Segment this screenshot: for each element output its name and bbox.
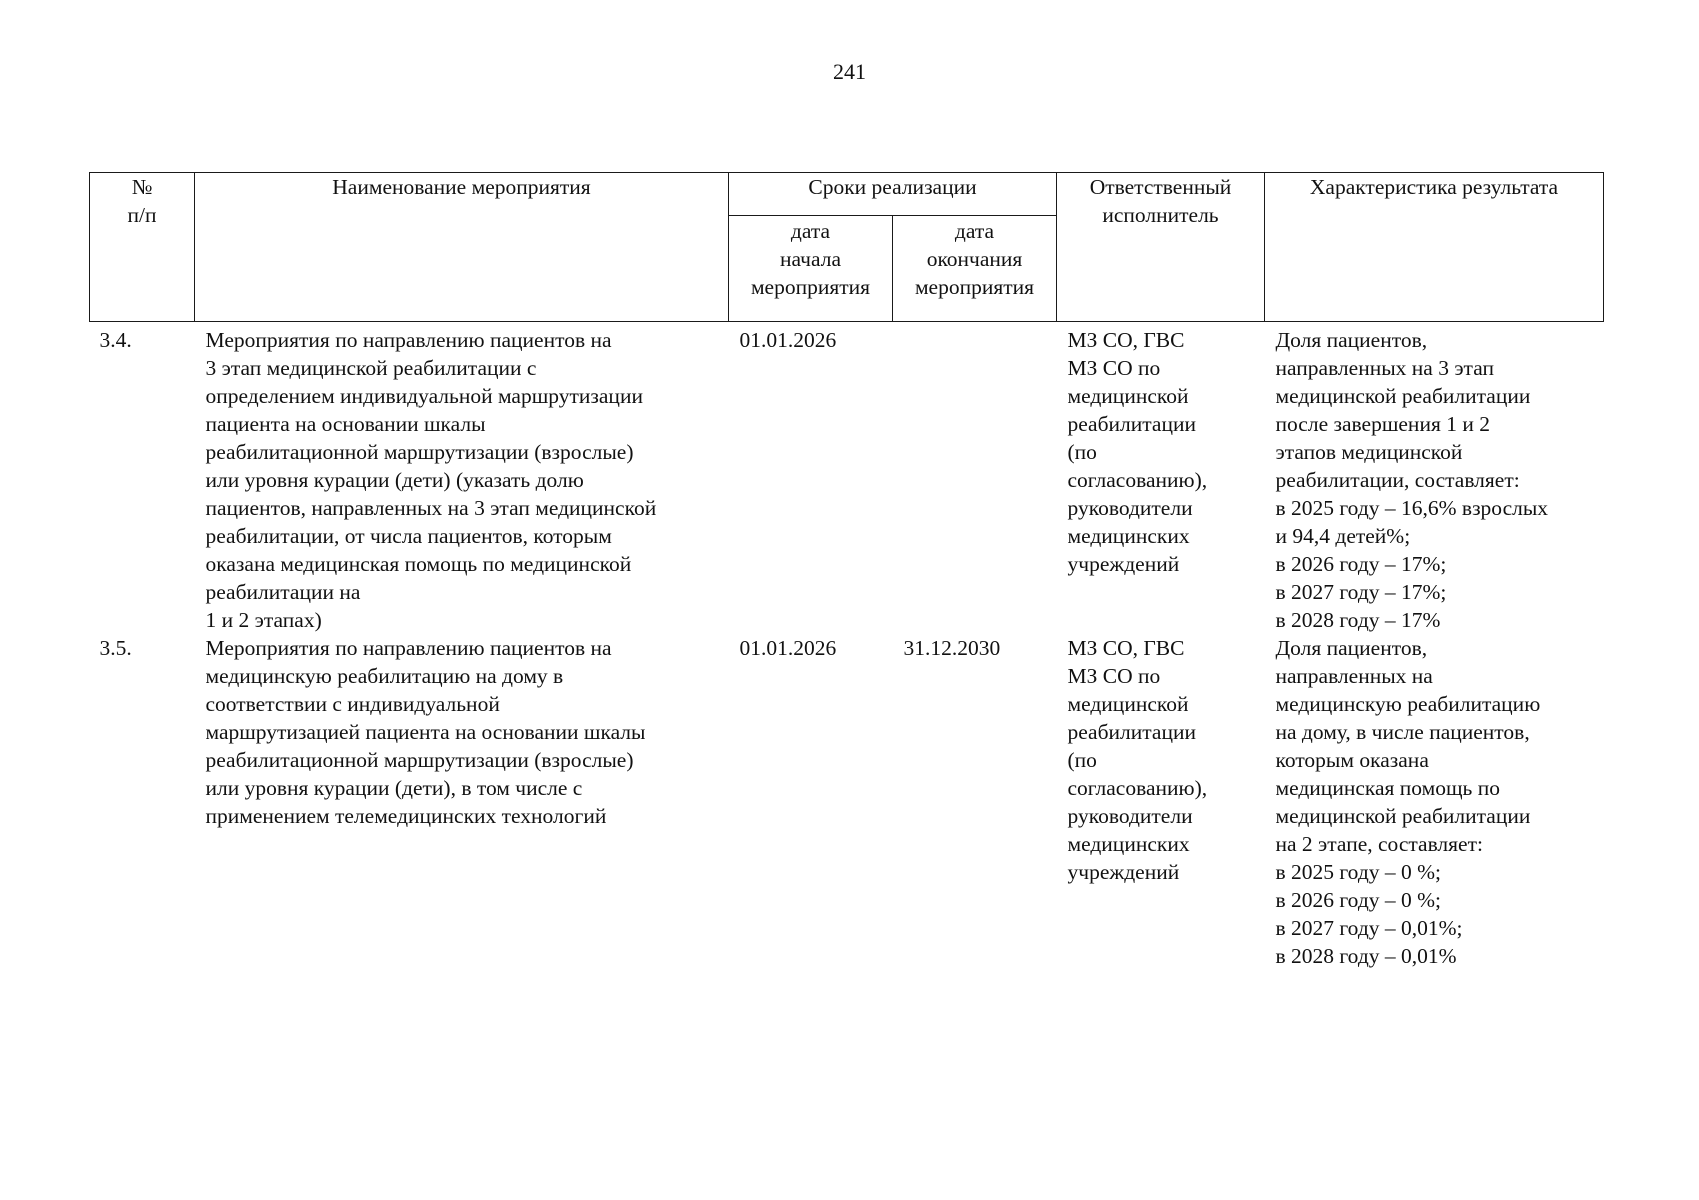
text-line: в 2028 году – 17% xyxy=(1275,608,1441,632)
text-line: медицинских xyxy=(1067,524,1190,548)
text-line: медицинскую реабилитацию xyxy=(1275,692,1541,716)
activities-table xyxy=(89,172,1604,970)
end-date xyxy=(893,322,1057,635)
text-line: реабилитации, составляет: xyxy=(1275,468,1520,492)
text-line: реабилитации xyxy=(1067,720,1196,744)
header-deadlines: Сроки реализации xyxy=(729,173,1057,216)
text-line: медицинских xyxy=(1067,832,1190,856)
table-row xyxy=(90,634,1604,970)
responsible xyxy=(1057,322,1265,635)
header-end-date xyxy=(893,216,1057,322)
header-result: Характеристика результата xyxy=(1265,173,1604,322)
text-line: мероприятия xyxy=(914,275,1035,299)
text-line: соответствии с индивидуальной xyxy=(205,692,500,716)
text-line: реабилитации на xyxy=(205,580,361,604)
text-line: медицинская помощь по xyxy=(1275,776,1500,800)
header-responsible xyxy=(1057,173,1265,322)
text-line: реабилитационной маршрутизации (взрослые) xyxy=(205,748,634,772)
text-line: на 2 этапе, составляет: xyxy=(1275,832,1483,856)
text-line: в 2025 году – 0 %; xyxy=(1275,860,1442,884)
text-line: МЗ СО, ГВС xyxy=(1067,328,1185,352)
text-line: направленных на xyxy=(1275,664,1433,688)
text-line: мероприятия xyxy=(750,275,871,299)
header-activity-name: Наименование мероприятия xyxy=(195,173,729,322)
text-line: (по xyxy=(1067,440,1097,464)
activity-name xyxy=(195,634,729,970)
text-line: определением индивидуальной маршрутизации xyxy=(205,384,643,408)
text-line: после завершения 1 и 2 xyxy=(1275,412,1490,436)
text-line: учреждений xyxy=(1067,860,1180,884)
text-line: 1 и 2 этапах) xyxy=(205,608,322,632)
text-line: МЗ СО, ГВС xyxy=(1067,636,1185,660)
text-line: в 2026 году – 0 %; xyxy=(1275,888,1442,912)
table-body xyxy=(90,322,1604,971)
text-line: Ответственный xyxy=(1089,175,1232,199)
text-line: этапов медицинской xyxy=(1275,440,1463,464)
result-description xyxy=(1265,634,1604,970)
text-line: медицинской xyxy=(1067,692,1189,716)
text-line: МЗ СО по xyxy=(1067,356,1161,380)
header-number xyxy=(90,173,195,322)
text-line: 3 этап медицинской реабилитации с xyxy=(205,356,537,380)
row-number: 3.4. xyxy=(99,328,132,352)
text-line: дата xyxy=(954,219,995,243)
text-line: направленных на 3 этап xyxy=(1275,356,1494,380)
text-line: начала xyxy=(779,247,841,271)
start-date: 01.01.2026 xyxy=(739,636,837,660)
text-line: которым оказана xyxy=(1275,748,1429,772)
text-line: реабилитации, от числа пациентов, которым xyxy=(205,524,612,548)
text-line: Мероприятия по направлению пациентов на xyxy=(205,328,612,352)
text-line: Доля пациентов, xyxy=(1275,328,1428,352)
text-line: руководители xyxy=(1067,496,1193,520)
text-line: п/п xyxy=(127,203,157,227)
text-line: дата xyxy=(790,219,831,243)
text-line: пациента на основании шкалы xyxy=(205,412,486,436)
text-line: реабилитации xyxy=(1067,412,1196,436)
text-line: реабилитационной маршрутизации (взрослые) xyxy=(205,440,634,464)
start-date: 01.01.2026 xyxy=(739,328,837,352)
text-line: и 94,4 детей%; xyxy=(1275,524,1411,548)
text-line: в 2027 году – 0,01%; xyxy=(1275,916,1463,940)
page-number: 241 xyxy=(833,59,866,84)
text-line: медицинскую реабилитацию на дому в xyxy=(205,664,564,688)
text-line: медицинской xyxy=(1067,384,1189,408)
result-description xyxy=(1265,322,1604,635)
text-line: в 2027 году – 17%; xyxy=(1275,580,1447,604)
text-line: (по xyxy=(1067,748,1097,772)
text-line: согласованию), xyxy=(1067,468,1208,492)
text-line: учреждений xyxy=(1067,552,1180,576)
row-number: 3.5. xyxy=(99,636,132,660)
activity-name xyxy=(195,322,729,635)
text-line: МЗ СО по xyxy=(1067,664,1161,688)
text-line: в 2028 году – 0,01% xyxy=(1275,944,1457,968)
text-line: исполнитель xyxy=(1102,203,1219,227)
text-line: № xyxy=(131,175,153,199)
text-line: или уровня курации (дети) (указать долю xyxy=(205,468,584,492)
responsible xyxy=(1057,634,1265,970)
text-line: или уровня курации (дети), в том числе с xyxy=(205,776,583,800)
text-line: согласованию), xyxy=(1067,776,1208,800)
text-line: пациентов, направленных на 3 этап медицинской xyxy=(205,496,657,520)
end-date: 31.12.2030 xyxy=(903,636,1001,660)
text-line: оказана медицинская помощь по медицинской xyxy=(205,552,632,576)
header-start-date xyxy=(729,216,893,322)
text-line: медицинской реабилитации xyxy=(1275,804,1531,828)
text-line: руководители xyxy=(1067,804,1193,828)
text-line: в 2025 году – 16,6% взрослых xyxy=(1275,496,1549,520)
text-line: Мероприятия по направлению пациентов на xyxy=(205,636,612,660)
table-row xyxy=(90,322,1604,635)
text-line: в 2026 году – 17%; xyxy=(1275,552,1447,576)
text-line: применением телемедицинских технологий xyxy=(205,804,607,828)
text-line: медицинской реабилитации xyxy=(1275,384,1531,408)
text-line: Доля пациентов, xyxy=(1275,636,1428,660)
table-header xyxy=(90,173,1604,322)
text-line: окончания xyxy=(926,247,1023,271)
text-line: на дому, в числе пациентов, xyxy=(1275,720,1530,744)
text-line: маршрутизацией пациента на основании шкалы xyxy=(205,720,646,744)
